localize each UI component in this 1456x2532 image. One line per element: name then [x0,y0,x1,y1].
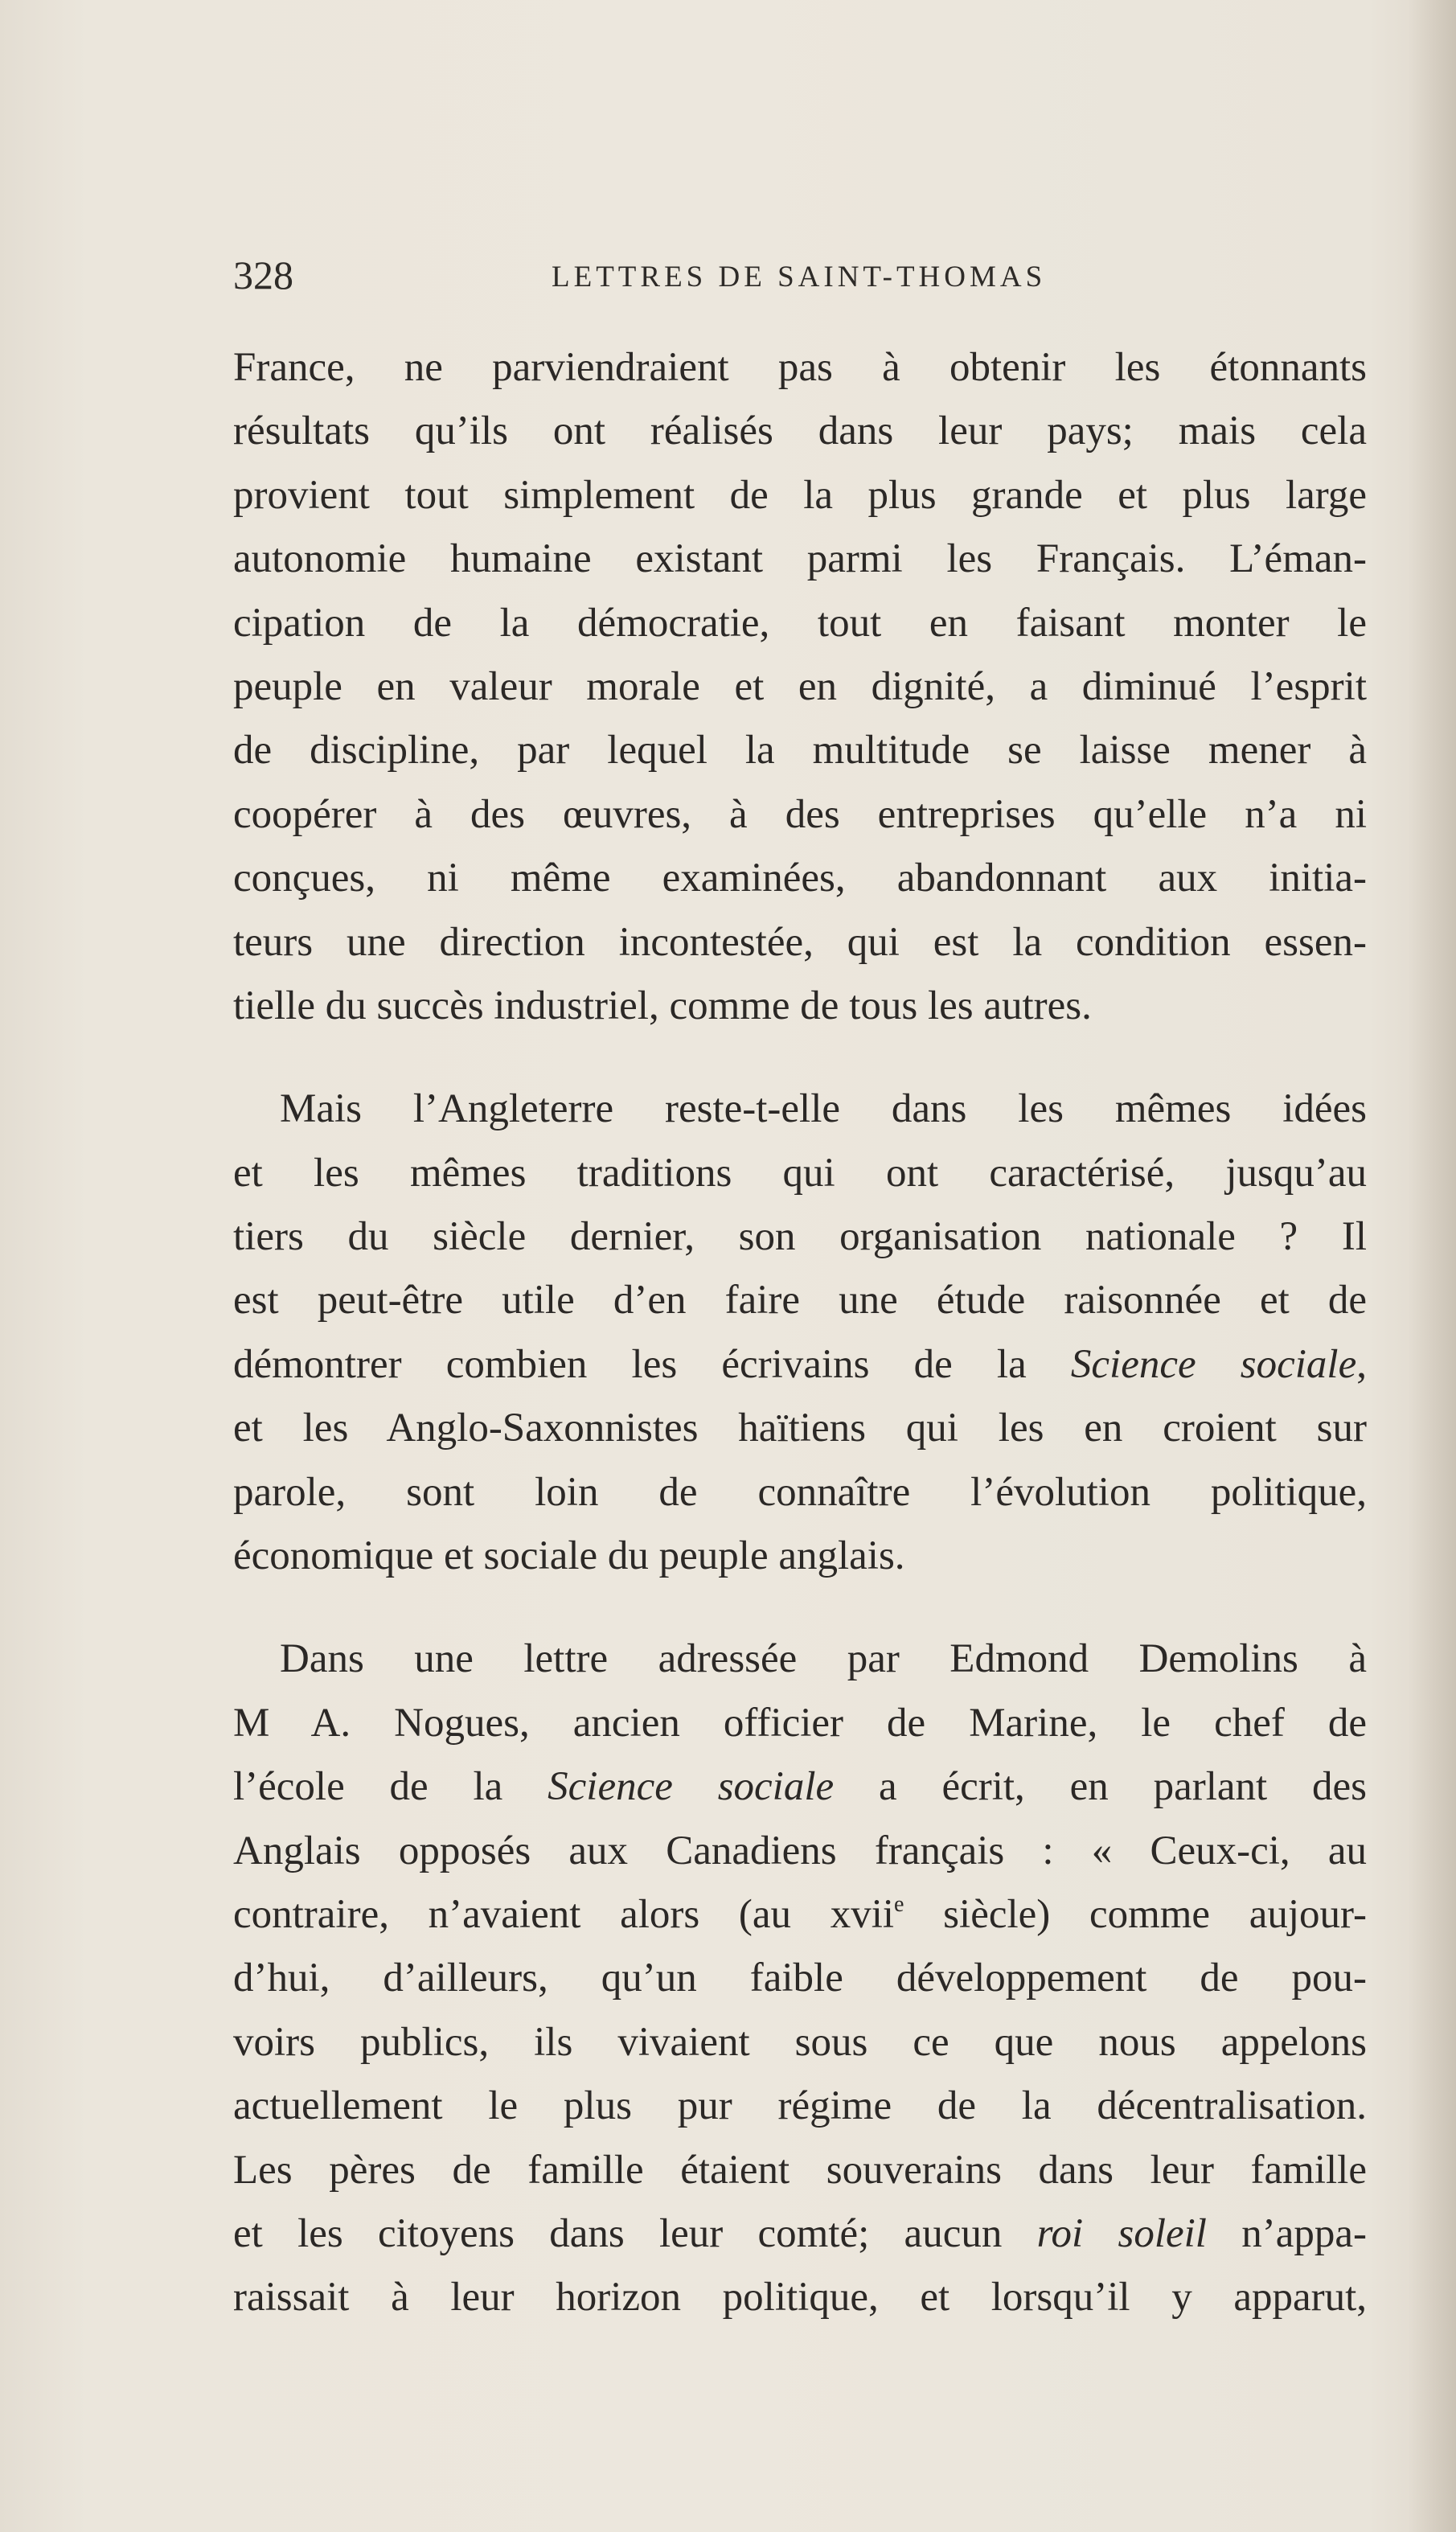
paragraph-gap [233,1038,1367,1077]
page-number: 328 [233,252,293,298]
text-segment: l’école de la [233,1764,548,1810]
text-segment: contraire, n’avaient alors (au xvii [233,1891,895,1937]
text-segment: et les citoyens dans leur comté; aucun [233,2210,1037,2256]
text-line: Les pères de famille étaient souverains dans leur famille [233,2147,1367,2193]
text-line: M A. Nogues, ancien officier de Marine, le chef de [233,1700,1367,1746]
italic-title: Science sociale [1070,1341,1357,1387]
text-line-with-italic [233,1755,1367,1819]
page-header [233,251,1100,299]
text-line: économique et sociale du peuple anglais. [233,1533,905,1579]
text-line: est peut-être utile d’en faire une étude raisonnée et de [233,1278,1367,1323]
text-line: peuple en valeur morale et en dignité, a diminué l’esprit [233,663,1367,709]
text-line: tiers du siècle dernier, son organisation nationale ? Il [233,1214,1367,1260]
text-line: conçues, ni même examinées, abandonnant aux initia- [233,856,1367,901]
text-line: cipation de la démocratie, tout en faisant monter le [233,600,1367,646]
paragraph-2 [233,1077,1367,1588]
body-text [233,336,1367,2330]
italic-phrase: roi soleil [1036,2210,1207,2256]
text-line: et les mêmes traditions qui ont caractérisé, jusqu’au [233,1150,1367,1196]
paragraph-1 [233,336,1367,1038]
text-segment: , [1356,1341,1367,1387]
text-line: et les Anglo-Saxonnistes haïtiens qui les en croient sur [233,1406,1367,1451]
text-segment: n’appa- [1206,2210,1367,2256]
superscript: e [894,1891,904,1917]
text-line: coopérer à des œuvres, à des entreprises qu’elle n’a ni [233,791,1367,837]
text-segment: a écrit, en parlant des [834,1764,1367,1810]
text-line: raissait à leur horizon politique, et lorsqu’il y apparut, [233,2275,1367,2321]
text-line: Mais l’Angleterre reste-t-elle dans les mêmes idées [280,1086,1367,1132]
text-segment: siècle) comme aujour- [904,1891,1367,1937]
text-line-with-italic [233,1333,1367,1397]
text-line: Dans une lettre adressée par Edmond Demolins à [280,1636,1367,1682]
text-line: tielle du succès industriel, comme de tous les autres. [233,983,1092,1028]
text-line: teurs une direction incontestée, qui est la condition essen- [233,919,1367,965]
text-line: voirs publics, ils vivaient sous ce que nous appelons [233,2019,1367,2065]
text-line-with-superscript [233,1883,1367,1947]
text-line: de discipline, par lequel la multitude se laisse mener à [233,728,1367,774]
text-line: Anglais opposés aux Canadiens français : « Ceux-ci, au [233,1828,1367,1873]
page-edge-shadow [1408,0,1456,2532]
text-line: parole, sont loin de connaître l’évolution politique, [233,1469,1367,1515]
text-line: France, ne parviendraient pas à obtenir les étonnants [233,345,1367,390]
paragraph-3 [233,1627,1367,2329]
text-line: provient tout simplement de la plus grande et plus large [233,472,1367,518]
text-line-with-italic [233,2202,1367,2266]
text-segment: démontrer combien les écrivains de la [233,1341,1071,1387]
italic-title: Science sociale [548,1764,835,1810]
paragraph-gap [233,1588,1367,1627]
running-title: LETTRES DE SAINT-THOMAS [552,261,1047,293]
text-line: actuellement le plus pur régime de la décentralisation. [233,2083,1367,2129]
text-line: autonomie humaine existant parmi les Français. L’éman- [233,536,1367,582]
text-line: d’hui, d’ailleurs, qu’un faible développement de pou- [233,1955,1367,2001]
text-line: résultats qu’ils ont réalisés dans leur pays; mais cela [233,408,1367,454]
